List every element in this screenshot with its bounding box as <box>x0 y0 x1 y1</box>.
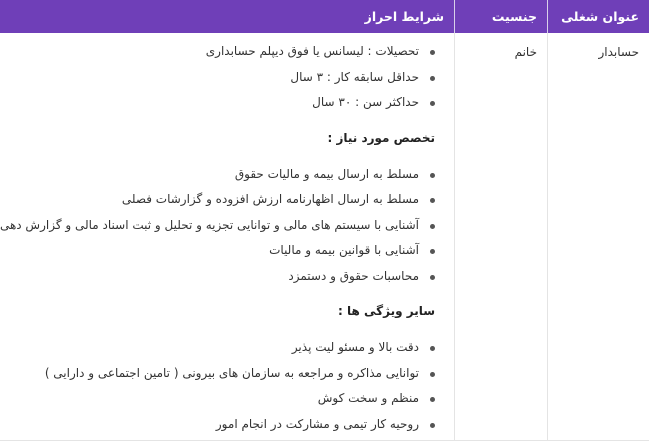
list-item: دقت بالا و مسئو لیت پذیر <box>10 335 435 361</box>
basic-requirements-list <box>10 39 444 116</box>
list-item: محاسبات حقوق و دستمزد <box>10 264 435 290</box>
cell-job-title <box>548 33 649 441</box>
gender-value: خانم <box>514 45 537 59</box>
list-item: مسلط به ارسال اظهارنامه ارزش افزوده و گزارشات فصلی <box>10 187 435 213</box>
job-title-value: حسابدار <box>598 45 639 59</box>
list-item: آشنایی با قوانین بیمه و مالیات <box>10 238 435 264</box>
header-requirements: شرایط احراز <box>0 0 455 33</box>
table-row <box>0 33 649 441</box>
header-gender: جنسیت <box>455 0 548 33</box>
cell-gender <box>455 33 548 441</box>
traits-heading: سایر ویژگی ها : <box>338 304 435 318</box>
header-job-title: عنوان شغلی <box>548 0 649 33</box>
list-item: روحیه کار تیمی و مشارکت در انجام امور <box>10 412 435 438</box>
list-item: آشنایی با سیستم های مالی و توانایی تجزیه و تحلیل و ثبت اسناد مالی و گزارش دهی <box>10 213 435 239</box>
list-item: منظم و سخت کوش <box>10 386 435 412</box>
list-item: مسلط به ارسال بیمه و مالیات حقوق <box>10 162 435 188</box>
list-item: حداکثر سن : ۳۰ سال <box>10 90 435 116</box>
list-item: توانایی مذاکره و مراجعه به سازمان های بیرونی ( تامین اجتماعی و دارایی ) <box>10 361 435 387</box>
table-header-row <box>0 0 649 33</box>
list-item: تحصیلات : لیسانس یا فوق دیپلم حسابداری <box>10 39 435 65</box>
expertise-list <box>0 162 444 290</box>
cell-requirements <box>0 33 455 441</box>
traits-list <box>10 335 444 437</box>
expertise-heading: تخصص مورد نیاز : <box>327 130 435 145</box>
list-item: حداقل سابقه کار : ۳ سال <box>10 65 435 91</box>
